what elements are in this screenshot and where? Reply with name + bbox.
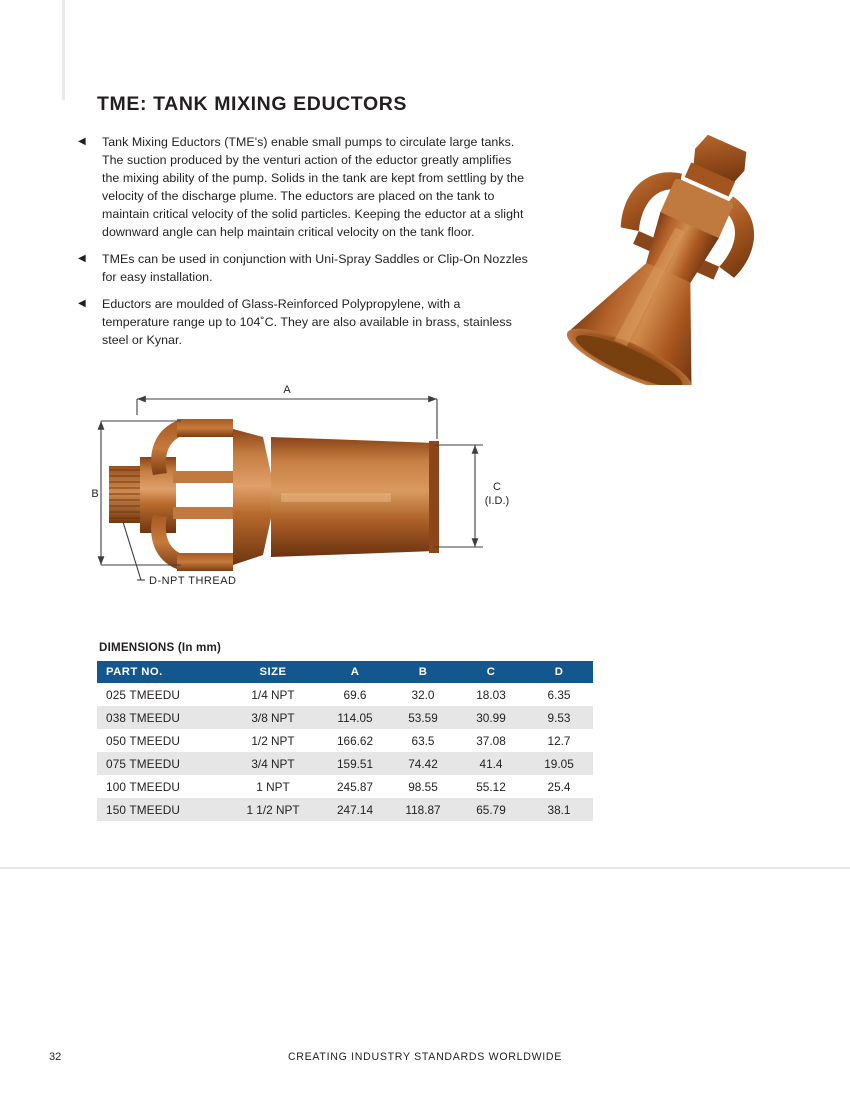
list-item (78, 133, 530, 241)
cell-c: 37.08 (476, 733, 506, 748)
cell-size: 1 1/2 NPT (225, 798, 321, 821)
cell-d: 12.7 (547, 733, 571, 748)
cell-a: 166.62 (336, 733, 374, 748)
column-header-size: SIZE (225, 661, 321, 683)
cell-size: 3/4 NPT (225, 752, 321, 775)
cell-part-no: 050 TMEEDU (106, 733, 181, 748)
table-header-row (97, 661, 593, 683)
cell-d: 19.05 (525, 752, 593, 775)
table-row (97, 729, 593, 752)
footer-page-number: 32 (49, 1051, 62, 1063)
cell-part-no: 100 TMEEDU (106, 779, 181, 794)
table-row (97, 752, 593, 775)
dimensions-table (97, 661, 593, 821)
cell-part-no: 150 TMEEDU (97, 798, 225, 821)
cell-a: 114.05 (321, 706, 389, 729)
cell-d: 38.1 (525, 798, 593, 821)
eductor-cross-section (109, 419, 439, 571)
feature-bullet-list (78, 133, 530, 358)
section-divider-rule (0, 867, 850, 869)
page-title: TME: TANK MIXING EDUCTORS (97, 93, 408, 116)
product-photo-body (560, 125, 788, 385)
cell-part-no: 038 TMEEDU (97, 706, 225, 729)
cell-d: 6.35 (547, 687, 571, 702)
left-margin-rule (62, 0, 65, 100)
cell-c: 55.12 (476, 779, 506, 794)
cell-size: 1 NPT (256, 779, 290, 794)
dimension-label-c-sub: (I.D.) (484, 495, 510, 507)
triangle-left-icon: ◀ (78, 253, 86, 264)
cell-d: 25.4 (547, 779, 571, 794)
dimension-label-d-npt-thread: D-NPT THREAD (149, 575, 237, 587)
triangle-left-icon: ◀ (78, 298, 86, 309)
table-row (97, 798, 593, 821)
cell-a: 69.6 (343, 687, 367, 702)
dimension-label-b: B (91, 488, 99, 500)
technical-dimension-drawing (85, 375, 515, 605)
cell-part-no: 075 TMEEDU (97, 752, 225, 775)
list-item (78, 250, 530, 286)
column-header-part-no: PART NO. (97, 661, 225, 683)
cell-b: 53.59 (389, 706, 457, 729)
dimension-label-a: A (283, 384, 291, 396)
cell-b: 32.0 (411, 687, 435, 702)
footer-tagline: CREATING INDUSTRY STANDARDS WORLDWIDE (287, 1051, 563, 1063)
table-row (97, 775, 593, 798)
list-item-text: TMEs can be used in conjunction with Uni-Spray Saddles or Clip-On Nozzles for easy installation. (102, 252, 528, 284)
cell-a: 245.87 (336, 779, 374, 794)
triangle-left-icon: ◀ (78, 136, 86, 147)
cell-b: 118.87 (389, 798, 457, 821)
cell-c: 41.4 (457, 752, 525, 775)
dimensions-table-caption: DIMENSIONS (In mm) (99, 641, 222, 654)
cell-c: 30.99 (457, 706, 525, 729)
cell-size: 3/8 NPT (225, 706, 321, 729)
table-row (97, 706, 593, 729)
list-item-text: Eductors are moulded of Glass-Reinforced Polypropylene, with a temperature range up to 104˚C. They are also available in brass, stainless steel or Kynar. (102, 297, 512, 347)
cell-c: 65.79 (457, 798, 525, 821)
cell-a: 247.14 (321, 798, 389, 821)
cell-size: 1/4 NPT (251, 687, 295, 702)
column-header-c: C (457, 661, 525, 683)
column-header-d: D (525, 661, 593, 683)
cell-d: 9.53 (525, 706, 593, 729)
dimension-label-c: C (493, 481, 501, 493)
product-photo (548, 125, 798, 385)
cell-c: 18.03 (476, 687, 506, 702)
list-item (78, 295, 530, 349)
table-row (97, 683, 593, 706)
cell-b: 63.5 (411, 733, 435, 748)
cell-size: 1/2 NPT (251, 733, 295, 748)
cell-part-no: 025 TMEEDU (106, 687, 181, 702)
cell-b: 74.42 (389, 752, 457, 775)
column-header-a: A (321, 661, 389, 683)
list-item-text: Tank Mixing Eductors (TME's) enable small pumps to circulate large tanks. The suction produced by the venturi action of the eductor greatly amplifies the mixing ability of the pump. Solids in the tank are kept from settling by the velocity of the discharge plume. The eductors are placed on the tank to maintain critical velocity of the solid particles. Keeping the eductor at a slight downward angle can help maintain critical velocity on the tank floor. (102, 135, 525, 239)
column-header-b: B (389, 661, 457, 683)
cell-b: 98.55 (408, 779, 438, 794)
cell-a: 159.51 (321, 752, 389, 775)
